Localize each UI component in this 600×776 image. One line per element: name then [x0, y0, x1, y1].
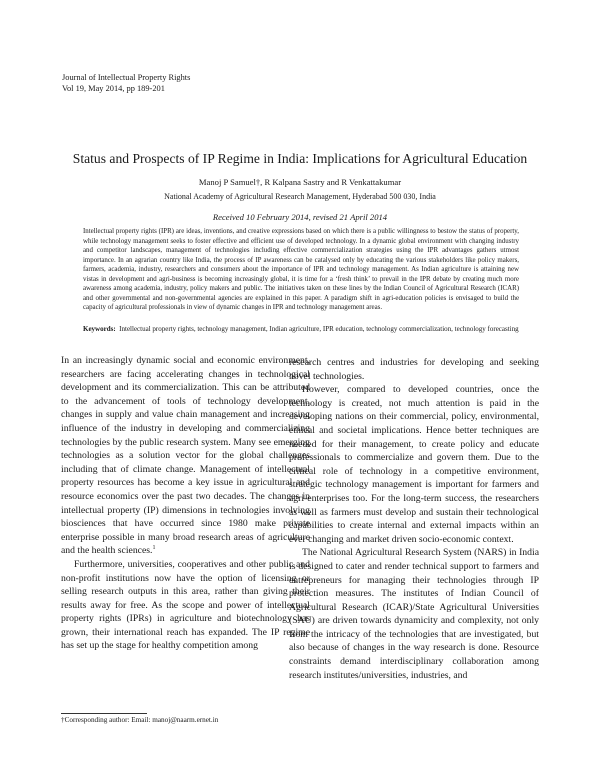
body-paragraph: Furthermore, universities, cooperatives and other public and non-profit institutions now have the option of licensing or selling research outputs in this area, rather than giving their results away for free. As the scope and power of intellectual property rights (IPRs) in agriculture and biotechnology has grown, their international reach has expanded. The IP regime has set up the stage for healthy competition among — [61, 558, 310, 652]
affiliation: National Academy of Agricultural Research Management, Hyderabad 500 030, India — [164, 192, 436, 201]
author-list: Manoj P Samuel†, R Kalpana Sastry and R Venkattakumar — [198, 177, 402, 187]
paper-title: Status and Prospects of IP Regime in India: Implications for Agricultural Education — [72, 151, 528, 166]
corresponding-author-footnote: †Corresponding author: Email: manoj@naarm.ernet.in — [61, 716, 219, 724]
received-dates: Received 10 February 2014, revised 21 April 2014 — [212, 212, 388, 222]
body-column-left — [61, 354, 310, 653]
body-paragraph: However, compared to developed countries, once the technology is created, not much attention is paid in the developing nations on their commercial, policy, environmental, ethical and societal implications. Hence better techniques are needed for their management, to create policy and educate professionals to commercialize and govern them. Due to the critical role of technology in a competitive environment, strategic technology management is important for farmers and agri-enterprises too. For the long-term success, the researchers as well as farmers must develop and sustain their technological capabilities to create internal and external impacts within an ever changing and market driven socio-economic context. — [289, 384, 539, 545]
journal-name: Journal of Intellectual Property Rights — [62, 73, 191, 82]
body-paragraph — [61, 354, 310, 558]
keywords — [83, 324, 519, 335]
body-paragraph: research centres and industries for developing and seeking novel technologies. — [289, 357, 539, 382]
keywords-text: Intellectual property rights, technology management, Indian agriculture, IPR education, technology commercialization, technology forecasting — [119, 325, 519, 333]
footnote-rule — [61, 713, 147, 714]
keywords-label: Keywords: — [83, 325, 116, 333]
body-column-right — [289, 356, 539, 682]
paragraph-text: In an increasingly dynamic social and economic environment, researchers are facing accelerating changes in technological development and its commercialization. This can be attributed to the advancement of tools of technology development, changes in supply and value chain management and increasing influence of the industry in developing and commercializing technologies by the public research system. Many see emerging technologies as a solution vector for the global challenges including that of climate change. Management of intellectual property resources has become a key issue in agricultural and resource economics over the past two decades. The changes in intellectual property (IP) dimensions in technologies involving biosciences that have occurred since 1980 make private enterprise possible in many broad research areas of agriculture and the health sciences. — [61, 355, 310, 557]
body-paragraph: The National Agricultural Research System (NARS) in India is designed to cater and render technical support to farmers and entrepreneurs for managing their technologies through IP protection measures. The institutes of Indian Council of Agricultural Research (ICAR)/State Agricultural Universities (SAU) are driven towards dynamicity and complexity, not only from the intricacy of the technologies that are investigated, but also because of changes in the way research is done. Resource constraints demand interdisciplinary collaboration among research institutes/universities, industries, and — [289, 547, 539, 681]
abstract: Intellectual property rights (IPR) are ideas, inventions, and creative expressions based on which there is a public willingness to bestow the status of property, while technology management seeks to foster effective and efficient use of developed technology. In a dynamic global environment with changing industry and competitor landscapes, management of technologies including effective commercialization strategies using the IPR advantages gathers utmost importance. In an agrarian country like India, the process of IP awareness can be catalysed only by educating the various stakeholders like policy makers, farmers, academia, industry, researchers and consumers about the importance of IPR and technology management. As Indian agriculture is attaining new vistas in development and agri-business is becoming increasingly global, it is time for a ‘fresh think’ to prevail in the IPR debate by creating much more awareness among academia, industry, policy makers and public. The initiatives taken on these lines by the Indian Council of Agricultural Research (ICAR) and other governmental and non-governmental agencies are explained in this paper. A paradigm shift in agri-education policies is envisaged to build the capacity of agricultural professionals in view of dynamic changes in IPR and technology management areas. — [83, 228, 519, 312]
reference-marker: 1 — [152, 545, 156, 552]
journal-header — [62, 72, 190, 94]
journal-volume: Vol 19, May 2014, pp 189-201 — [62, 84, 165, 93]
